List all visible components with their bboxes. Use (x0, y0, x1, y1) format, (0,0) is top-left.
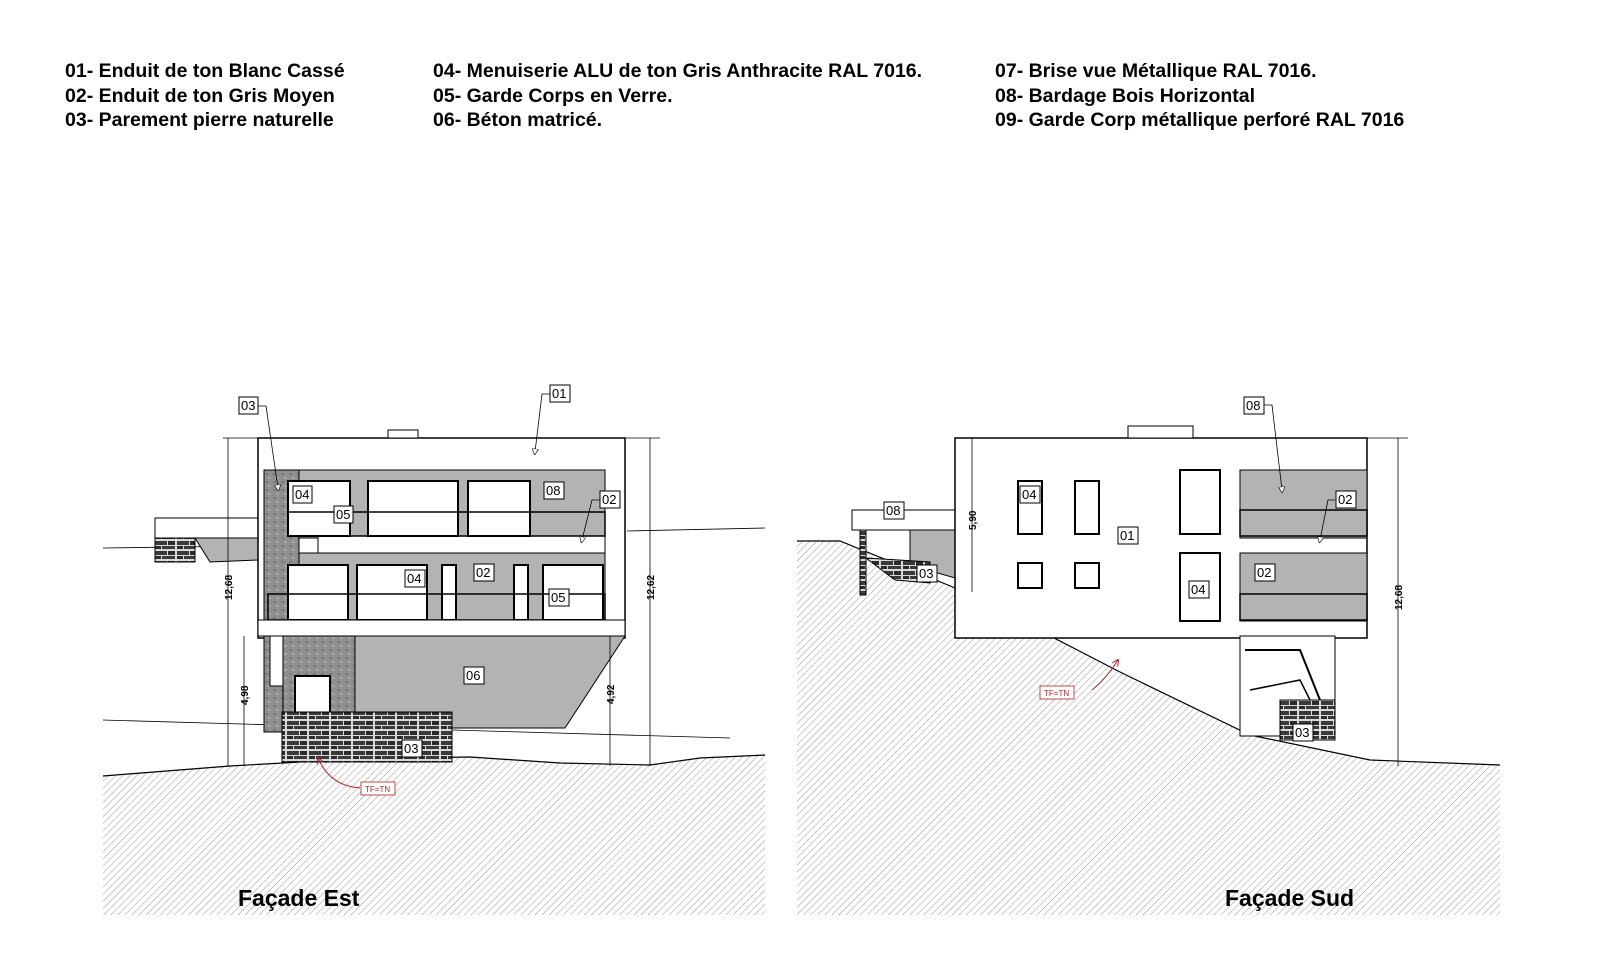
tag-05 (549, 589, 569, 606)
legend-item: 09- Garde Corp métallique perforé RAL 7016 (995, 109, 1405, 131)
tag-03 (1293, 724, 1313, 741)
svg-text:05: 05 (336, 507, 351, 522)
dimension-label: 5,90 (968, 510, 979, 530)
svg-text:04: 04 (407, 571, 422, 586)
dimension-label: 4,92 (606, 684, 617, 704)
legend-item: 02- Enduit de ton Gris Moyen (65, 84, 335, 107)
svg-text:02: 02 (602, 492, 617, 507)
svg-text:02: 02 (1257, 565, 1272, 580)
south-facade-title: Façade Sud (1225, 885, 1355, 911)
svg-text:08: 08 (546, 483, 561, 498)
svg-text:06: 06 (466, 668, 481, 683)
legend-item: 08- Bardage Bois Horizontal (995, 84, 1256, 107)
svg-text:03: 03 (1295, 725, 1310, 740)
tag-04 (1189, 581, 1209, 598)
svg-text:02: 02 (476, 565, 491, 580)
tag-01 (550, 385, 570, 402)
tag-04 (1020, 486, 1040, 503)
svg-text:01: 01 (1120, 528, 1135, 543)
tag-04 (405, 570, 425, 587)
svg-text:04: 04 (1191, 582, 1206, 597)
tag-03 (239, 397, 258, 414)
svg-text:05: 05 (551, 590, 566, 605)
tag-08 (544, 482, 564, 499)
svg-text:02: 02 (1338, 492, 1353, 507)
svg-text:03: 03 (404, 741, 419, 756)
legend-item: 05- Garde Corps en Verre. (433, 84, 673, 107)
svg-text:04: 04 (295, 487, 310, 502)
tag-06 (464, 667, 484, 684)
tag-02 (474, 564, 494, 581)
east-facade-title: Façade Est (238, 885, 360, 911)
tag-08 (884, 502, 904, 519)
dimension-label: 12,68 (1394, 584, 1405, 610)
legend-item: 01- Enduit de ton Blanc Cassé (65, 60, 345, 82)
tag-03 (402, 740, 422, 757)
dimension-label: 12,62 (646, 574, 657, 600)
svg-text:04: 04 (1022, 487, 1037, 502)
legend-item: 03- Parement pierre naturelle (65, 109, 334, 131)
tag-02 (1336, 491, 1356, 508)
stone-wall (282, 712, 452, 762)
tag-02 (600, 491, 620, 508)
tag-08 (1244, 397, 1264, 414)
tag-05 (334, 506, 353, 523)
svg-text:03: 03 (919, 566, 934, 581)
svg-text:08: 08 (1246, 398, 1261, 413)
tag-02 (1255, 564, 1275, 581)
tag-01 (1118, 527, 1138, 544)
south-facade (797, 397, 1500, 915)
dimension-label: 4,98 (240, 685, 251, 705)
svg-text:TF=TN: TF=TN (365, 785, 391, 794)
legend-item: 06- Béton matricé. (433, 109, 603, 131)
legend-item: 04- Menuiserie ALU de ton Gris Anthracite RAL 7016. (433, 60, 923, 82)
svg-text:03: 03 (241, 398, 256, 413)
tag-03 (917, 565, 937, 582)
dimension-label: 12,68 (224, 574, 235, 600)
tag-04 (293, 486, 312, 503)
svg-text:TF=TN: TF=TN (1044, 689, 1070, 698)
east-facade (103, 385, 765, 915)
svg-text:08: 08 (886, 503, 901, 518)
svg-text:01: 01 (552, 386, 567, 401)
legend-item: 07- Brise vue Métallique RAL 7016. (995, 60, 1317, 82)
ground-hatch (103, 755, 765, 915)
